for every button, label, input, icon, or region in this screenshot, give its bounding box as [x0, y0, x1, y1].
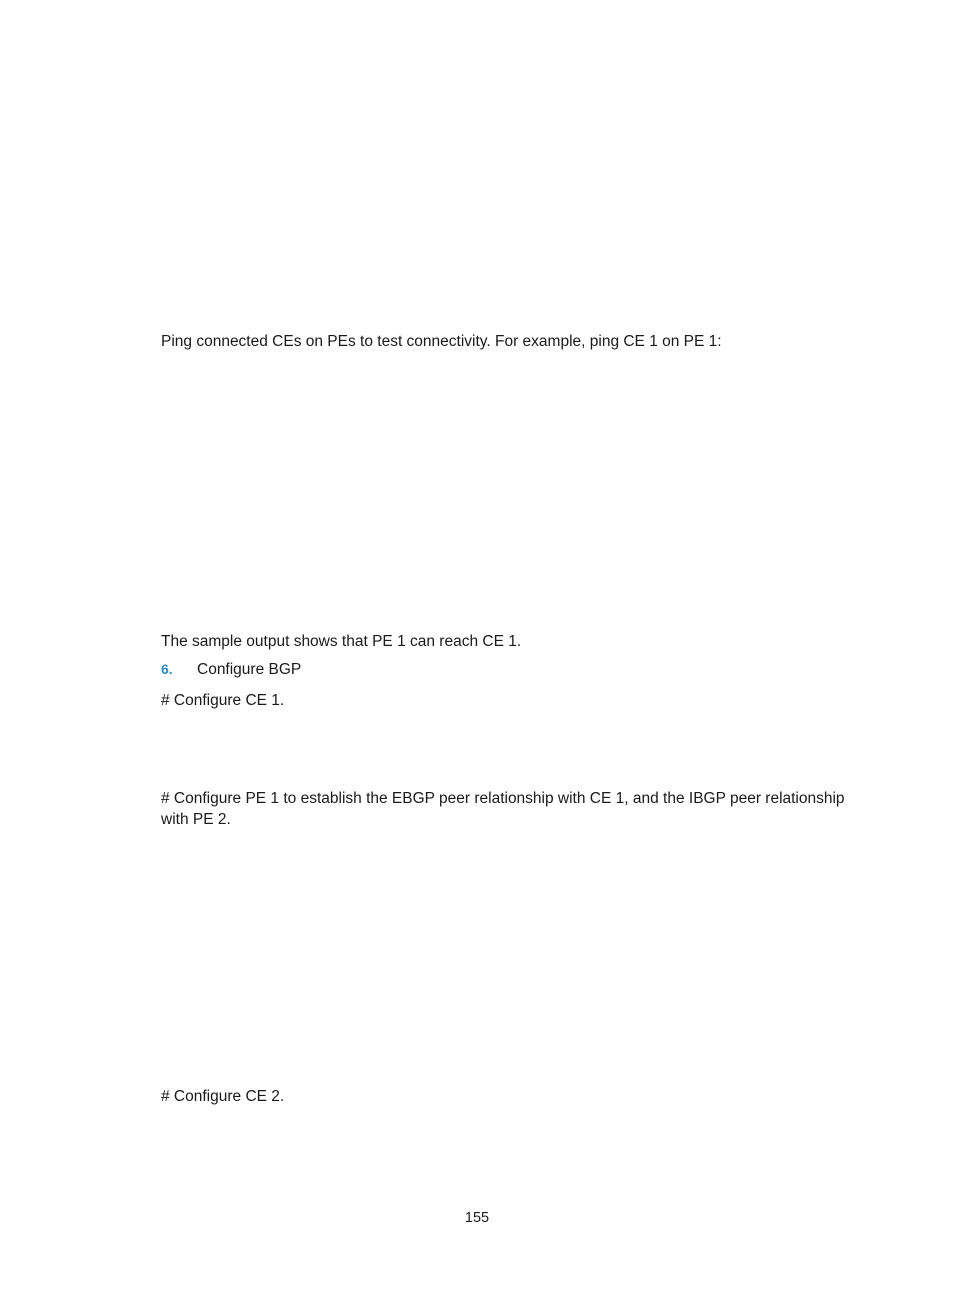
- step-item: [161, 659, 301, 680]
- configure-pe1-paragraph: # Configure PE 1 to establish the EBGP peer relationship with CE 1, and the IBGP peer relationship with PE 2.: [161, 790, 845, 828]
- configure-ce1-paragraph: # Configure CE 1.: [161, 692, 285, 709]
- ping-intro-paragraph: Ping connected CEs on PEs to test connectivity. For example, ping CE 1 on PE 1:: [161, 333, 722, 350]
- configure-ce2-paragraph: # Configure CE 2.: [161, 1088, 285, 1105]
- step-number: 6.: [161, 661, 173, 677]
- sample-output-paragraph: The sample output shows that PE 1 can reach CE 1.: [161, 633, 522, 650]
- page-number: 155: [464, 1210, 490, 1226]
- step-label: Configure BGP: [197, 661, 302, 678]
